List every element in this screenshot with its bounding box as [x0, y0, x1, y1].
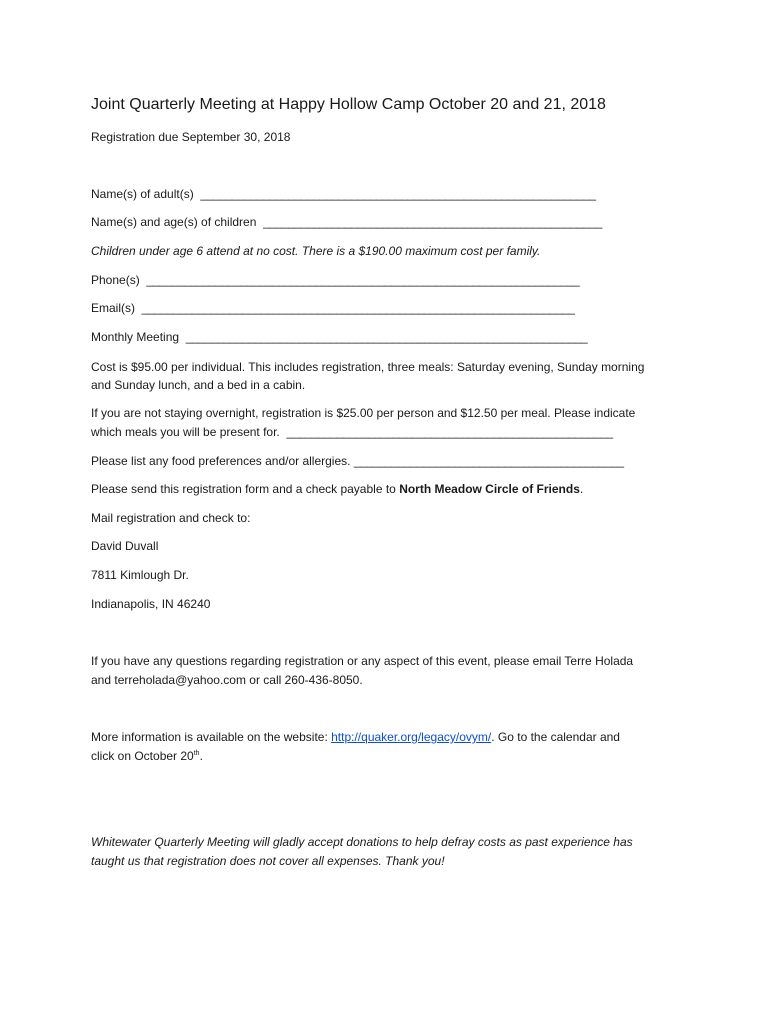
phone-blank[interactable]: _____________________________________________________________________ — [146, 273, 580, 287]
send-instructions — [91, 480, 583, 498]
website-line-2-text: click on October 20 — [91, 749, 194, 763]
website-link[interactable]: http://quaker.org/legacy/ovym/ — [331, 730, 492, 744]
overnight-line-2 — [91, 423, 613, 441]
questions-line-1: If you have any questions regarding registration or any aspect of this event, please email Terre Holada — [91, 654, 634, 668]
email-blank[interactable]: _____________________________________________________________________ — [141, 301, 575, 315]
meals-blank[interactable]: ____________________________________________________ — [286, 425, 613, 439]
cost-line-2: and Sunday lunch, and a bed in a cabin. — [91, 378, 306, 392]
children-blank[interactable]: ______________________________________________________ — [263, 215, 602, 229]
adults-label: Name(s) of adult(s) — [91, 187, 194, 201]
monthly-meeting-blank[interactable]: ________________________________________________________________ — [185, 330, 588, 344]
meals-label: which meals you will be present for. — [91, 425, 280, 439]
mail-street: 7811 Kimlough Dr. — [91, 568, 189, 582]
ordinal-suffix: th — [193, 750, 200, 757]
email-label: Email(s) — [91, 301, 135, 315]
children-label: Name(s) and age(s) of children — [91, 215, 257, 229]
monthly-meeting-label: Monthly Meeting — [91, 330, 180, 344]
cost-line-1: Cost is $95.00 per individual. This includes registration, three meals: Saturday evening, Sunday morning — [91, 360, 645, 374]
overnight-line-1: If you are not staying overnight, registration is $25.00 per person and $12.50 per meal. Please indicate — [91, 406, 636, 420]
mail-city: Indianapolis, IN 46240 — [91, 597, 211, 611]
mail-heading: Mail registration and check to: — [91, 511, 251, 525]
adults-field — [91, 185, 596, 203]
page-title: Joint Quarterly Meeting at Happy Hollow Camp October 20 and 21, 2018 — [91, 96, 606, 113]
website-prefix: More information is available on the website: — [91, 730, 332, 744]
children-cost-note: Children under age 6 attend at no cost. There is a $190.00 maximum cost per family. — [91, 244, 541, 258]
payee-name: North Meadow Circle of Friends — [399, 482, 580, 496]
donation-line-2: taught us that registration does not cover all expenses. Thank you! — [91, 854, 445, 868]
phone-label: Phone(s) — [91, 273, 140, 287]
website-line-1 — [91, 728, 620, 746]
email-field — [91, 299, 575, 317]
food-blank[interactable]: ___________________________________________ — [353, 454, 624, 468]
website-line-2 — [91, 747, 203, 765]
website-suffix: . Go to the calendar and — [491, 730, 620, 744]
food-label: Please list any food preferences and/or allergies. — [91, 454, 351, 468]
send-prefix: Please send this registration form and a check payable to — [91, 482, 400, 496]
phone-field — [91, 271, 579, 289]
food-field — [91, 452, 624, 470]
send-suffix: . — [579, 482, 584, 496]
children-field — [91, 213, 602, 231]
questions-line-2: and terreholada@yahoo.com or call 260-436-8050. — [91, 673, 363, 687]
monthly-meeting-field — [91, 328, 587, 346]
due-date: Registration due September 30, 2018 — [91, 130, 291, 144]
website-line-2-end: . — [199, 749, 203, 763]
adults-blank[interactable]: _______________________________________________________________ — [200, 187, 596, 201]
mail-name: David Duvall — [91, 539, 159, 553]
donation-line-1: Whitewater Quarterly Meeting will gladly accept donations to help defray costs as past experience has — [91, 835, 633, 849]
